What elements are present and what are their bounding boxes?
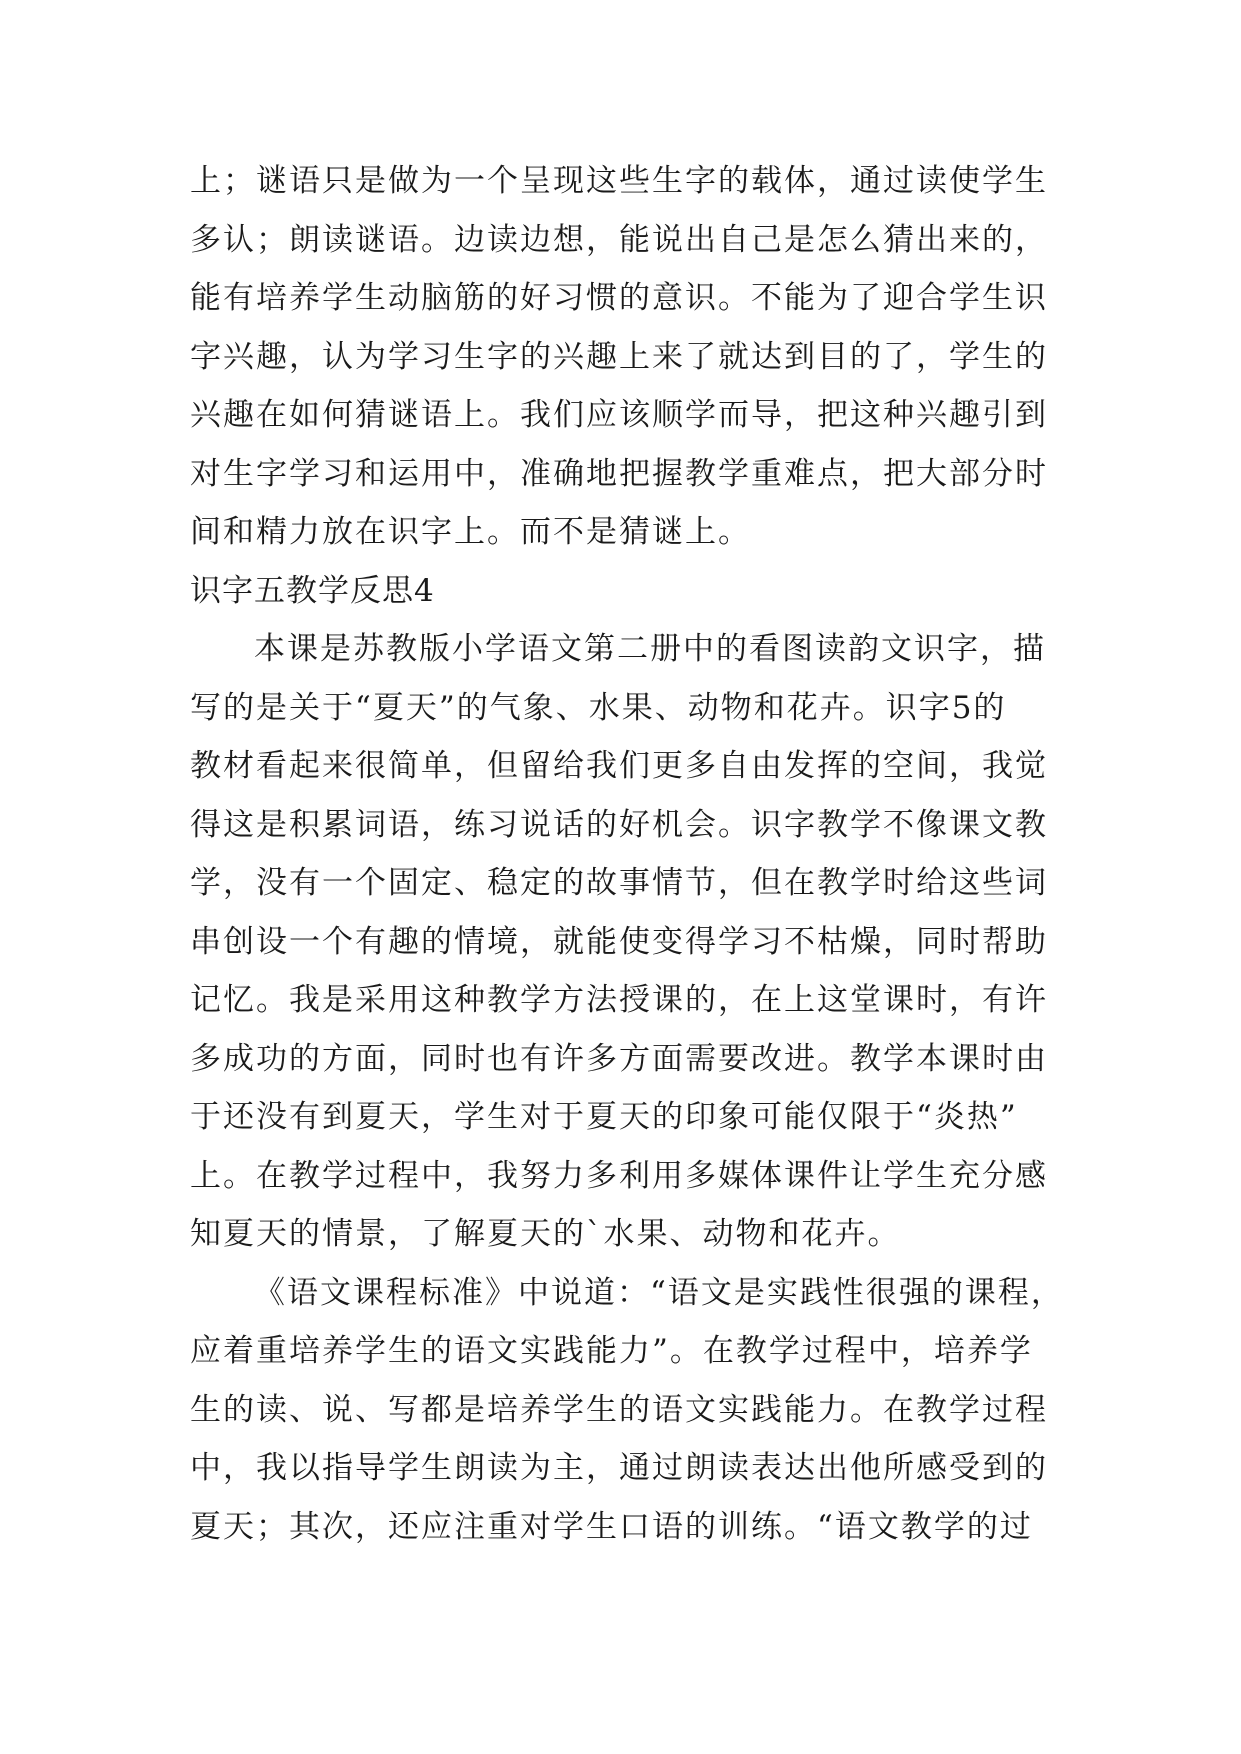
text-line: 上；谜语只是做为一个呈现这些生字的载体，通过读使学生 (190, 163, 1048, 199)
text-line: 字兴趣，认为学习生字的兴趣上来了就达到目的了，学生的 (190, 338, 1048, 375)
text-line: 串创设一个有趣的情境，就能使变得学习不枯燥，同时帮助 (190, 923, 1048, 960)
text-line: 上。在教学过程中，我努力多利用多媒体课件让学生充分感 (190, 1157, 1048, 1194)
text-line: 应着重培养学生的语文实践能力”。在教学过程中，培养学 (190, 1333, 1033, 1369)
text-line: 知夏天的情景，了解夏天的`水果、动物和花卉。 (190, 1216, 901, 1252)
text-line: 写的是关于“夏天”的气象、水果、动物和花卉。识字5的 (190, 689, 1007, 726)
text-line: 多成功的方面，同时也有许多方面需要改进。教学本课时由 (190, 1040, 1048, 1077)
text-line: 兴趣在如何猜谜语上。我们应该顺学而导，把这种兴趣引到 (190, 397, 1048, 433)
text-line: 于还没有到夏天，学生对于夏天的印象可能仅限于“炎热” (190, 1099, 1018, 1135)
text-line: 多认；朗读谜语。边读边想，能说出自己是怎么猜出来的， (190, 221, 1048, 258)
text-line: 生的读、说、写都是培养学生的语文实践能力。在教学过程 (190, 1391, 1048, 1428)
text-line: 教材看起来很简单，但留给我们更多自由发挥的空间，我觉 (190, 748, 1048, 784)
paragraph-first-line: 《语文课程标准》中说道：“语文是实践性很强的课程， (254, 1274, 1064, 1311)
text-line: 得这是积累词语，练习说话的好机会。识字教学不像课文教 (190, 806, 1048, 843)
text-line: 夏天；其次，还应注重对学生口语的训练。“语文教学的过 (190, 1508, 1033, 1545)
text-line: 记忆。我是采用这种教学方法授课的，在上这堂课时，有许 (190, 982, 1048, 1018)
body-text (190, 152, 1064, 1556)
text-line: 中，我以指导学生朗读为主，通过朗读表达出他所感受到的 (190, 1450, 1048, 1486)
text-line: 学，没有一个固定、稳定的故事情节，但在教学时给这些词 (190, 865, 1048, 901)
paragraph-first-line: 本课是苏教版小学语文第二册中的看图读韵文识字，描 (254, 631, 1046, 667)
section-heading: 识字五教学反思4 (190, 572, 435, 609)
text-line: 对生字学习和运用中，准确地把握教学重难点，把大部分时 (190, 455, 1048, 492)
text-line: 间和精力放在识字上。而不是猜谜上。 (190, 514, 751, 550)
text-line: 能有培养学生动脑筋的好习惯的意识。不能为了迎合学生识 (190, 280, 1048, 316)
